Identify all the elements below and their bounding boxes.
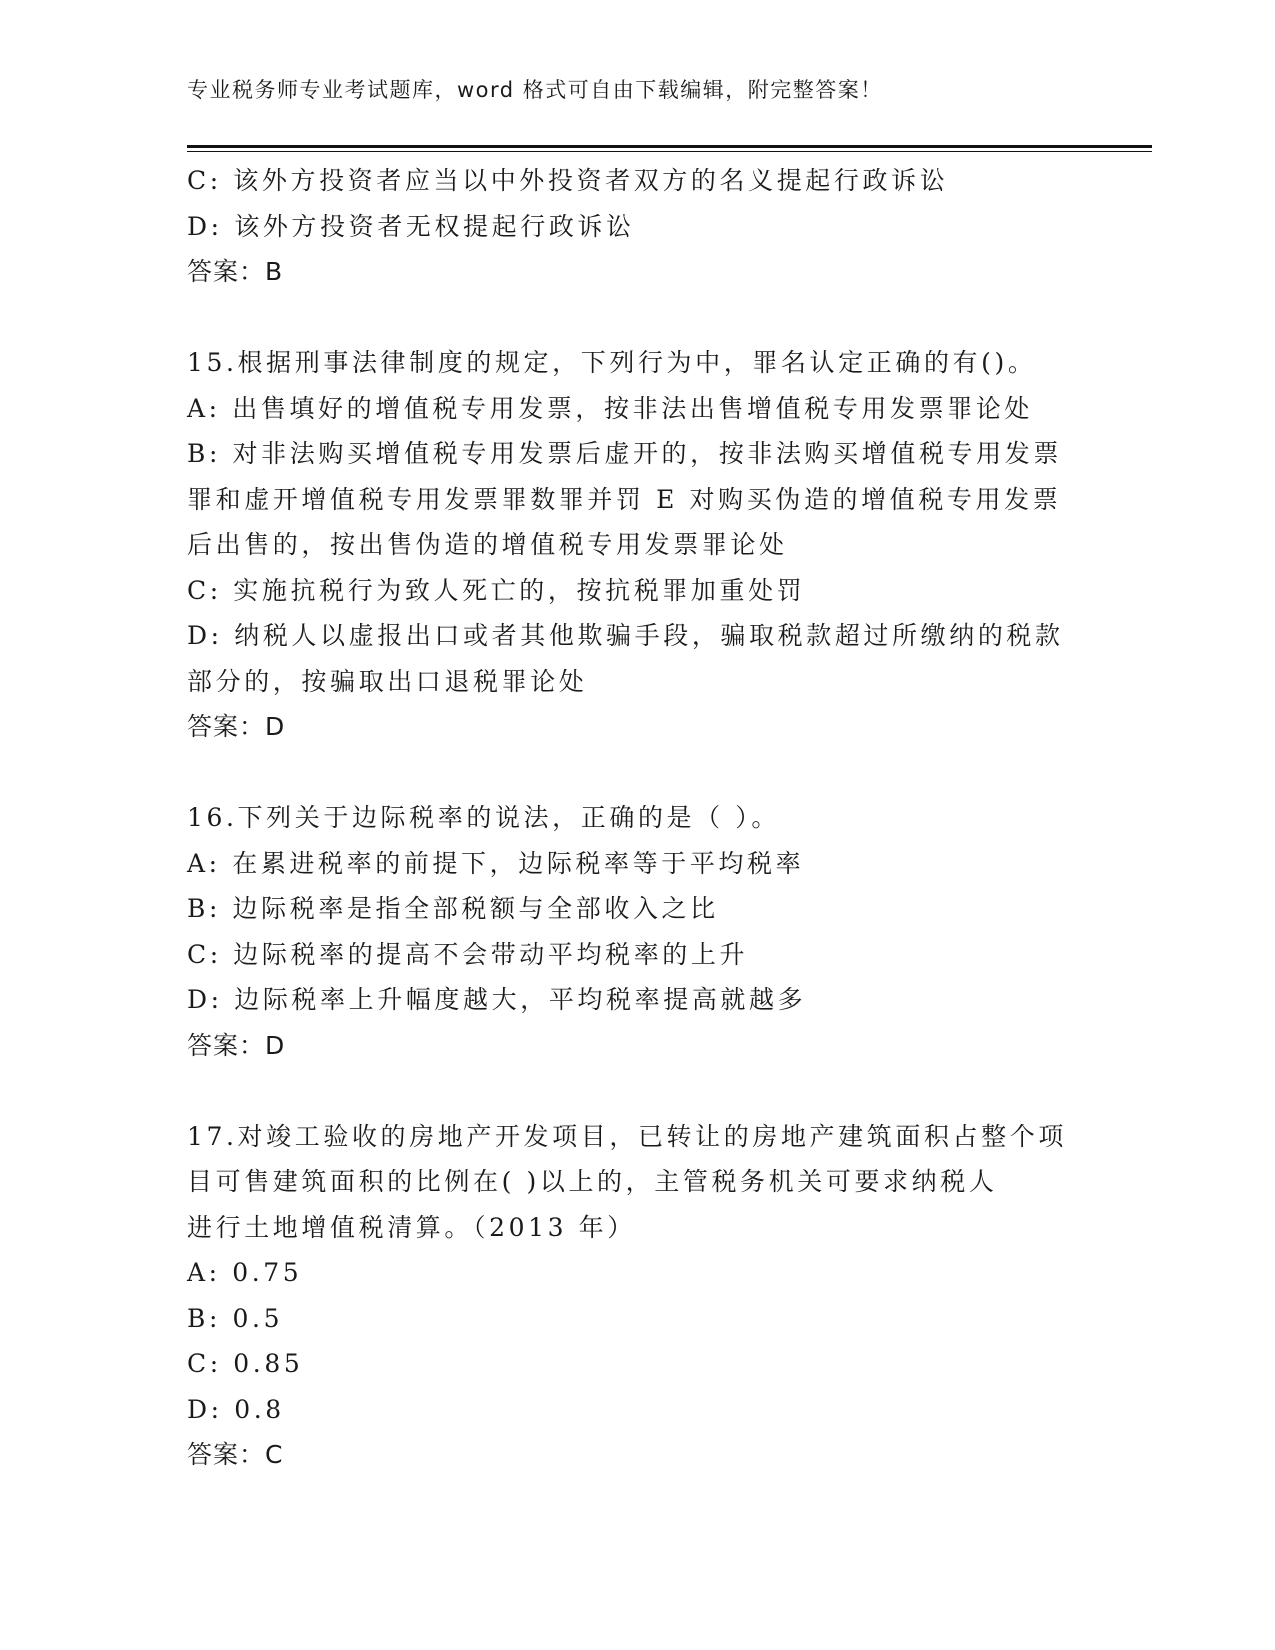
q15-answer: 答案：D xyxy=(187,712,286,741)
q17-answer: 答案：C xyxy=(187,1440,284,1469)
q15-option-b-line1: B: 对非法购买增值税专用发票后虚开的，按非法购买增值税专用发票 xyxy=(187,439,1062,468)
q15-option-d-line2: 部分的，按骗取出口退税罪论处 xyxy=(187,666,588,696)
q16-option-c: C: 边际税率的提高不会带动平均税率的上升 xyxy=(187,939,749,969)
q15-option-b-line2: 罪和虚开增值税专用发票罪数罪并罚 E 对购买伪造的增值税专用发票 xyxy=(187,484,1062,514)
q17-option-d: D: 0.8 xyxy=(187,1394,285,1424)
question-content xyxy=(187,158,1087,1478)
spacer xyxy=(187,295,1087,341)
spacer xyxy=(187,750,1087,796)
q16-option-b: B: 边际税率是指全部税额与全部收入之比 xyxy=(187,894,719,923)
q16-answer: 答案：D xyxy=(187,1030,286,1060)
q17-option-b: B: 0.5 xyxy=(187,1303,284,1333)
q17-stem-line1: 17.对竣工验收的房地产开发项目，已转让的房地产建筑面积占整个项 xyxy=(187,1121,1067,1151)
q16-option-d: D: 边际税率上升幅度越大，平均税率提高就越多 xyxy=(187,985,807,1014)
header-rule-thick xyxy=(187,145,1152,148)
q15-option-d-line1: D: 纳税人以虚报出口或者其他欺骗手段，骗取税款超过所缴纳的税款 xyxy=(187,621,1064,650)
q17-option-c: C: 0.85 xyxy=(187,1349,304,1378)
q16-option-a: A: 在累进税率的前提下，边际税率等于平均税率 xyxy=(187,848,805,878)
q15-option-a: A: 出售填好的增值税专用发票，按非法出售增值税专用发票罪论处 xyxy=(187,393,1034,423)
page-header: 专业税务师专业考试题库，word 格式可自由下载编辑，附完整答案！ xyxy=(187,78,883,102)
q17-option-a: A: 0.75 xyxy=(187,1258,303,1287)
q14-option-c: C: 该外方投资者应当以中外投资者双方的名义提起行政诉讼 xyxy=(187,166,949,195)
spacer xyxy=(187,1068,1087,1114)
q15-stem: 15.根据刑事法律制度的规定，下列行为中，罪名认定正确的有()。 xyxy=(187,348,1037,377)
q15-option-c: C: 实施抗税行为致人死亡的，按抗税罪加重处罚 xyxy=(187,575,806,605)
q16-stem: 16.下列关于边际税率的说法，正确的是（ ）。 xyxy=(187,803,781,832)
q14-option-d: D: 该外方投资者无权提起行政诉讼 xyxy=(187,211,635,241)
q17-stem-line2: 目可售建筑面积的比例在( )以上的，主管税务机关可要求纳税人 xyxy=(187,1167,998,1196)
q17-stem-line3: 进行土地增值税清算。（2013 年） xyxy=(187,1212,636,1242)
q14-answer: 答案：B xyxy=(187,257,284,286)
header-rule-thin xyxy=(187,151,1152,152)
q15-option-b-line3: 后出售的，按出售伪造的增值税专用发票罪论处 xyxy=(187,530,788,559)
